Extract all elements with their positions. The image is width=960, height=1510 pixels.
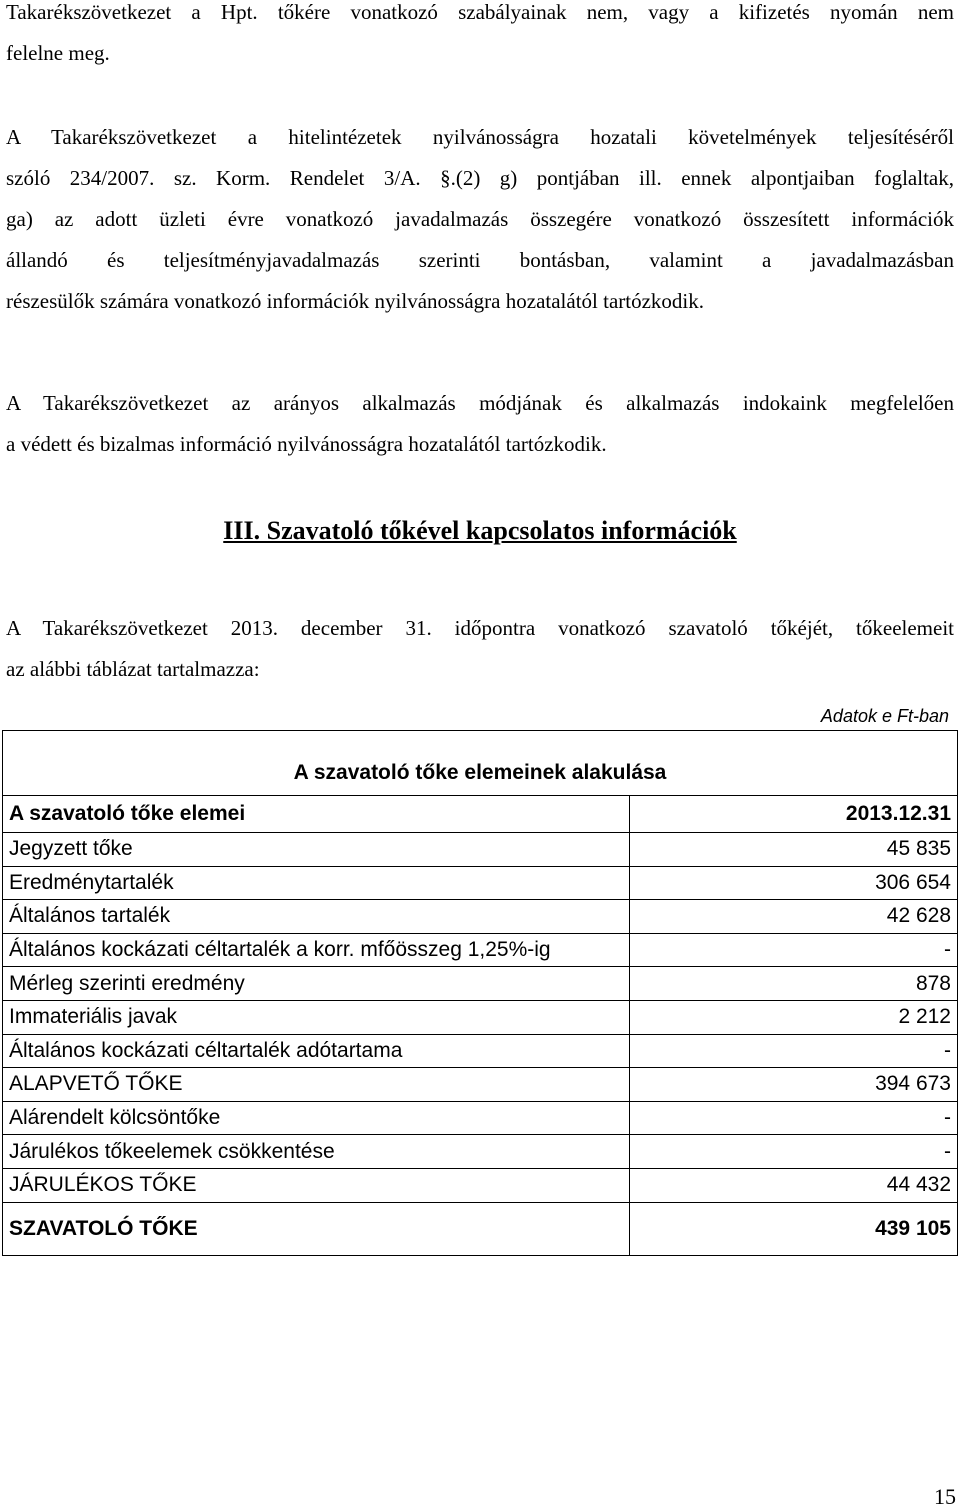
table-row — [3, 1135, 958, 1169]
table-title-row — [3, 731, 958, 796]
header-label: A szavatoló tőke elemei — [3, 796, 630, 833]
row-label: Alárendelt kölcsöntőke — [3, 1101, 630, 1135]
row-label: Eredménytartalék — [3, 866, 630, 900]
text-line: ga) az adott üzleti évre vonatkozó javadalmazás összegére vonatkozó összesített információk — [6, 207, 954, 231]
text-line: A Takarékszövetkezet az arányos alkalmazás módjának és alkalmazás indokaink megfelelően — [6, 391, 954, 415]
row-label: Jegyzett tőke — [3, 833, 630, 867]
row-label: Általános kockázati céltartalék a korr. mfőösszeg 1,25%-ig — [3, 933, 630, 967]
table-row — [3, 866, 958, 900]
table-row — [3, 1101, 958, 1135]
table-header-row — [3, 796, 958, 833]
paragraph-proportionality — [6, 383, 954, 465]
row-value: - — [630, 933, 958, 967]
unit-note: Adatok e Ft-ban — [820, 706, 949, 726]
row-value: 2 212 — [630, 1000, 958, 1034]
table-row — [3, 933, 958, 967]
table-row — [3, 1068, 958, 1102]
header-value: 2013.12.31 — [630, 796, 958, 833]
row-label: ALAPVETŐ TŐKE — [3, 1068, 630, 1102]
row-value: 45 835 — [630, 833, 958, 867]
text-line: az alábbi táblázat tartalmazza: — [6, 657, 260, 681]
table-row — [3, 1000, 958, 1034]
text-line: A Takarékszövetkezet a hitelintézetek nyilvánosságra hozatali követelmények teljesítéséről — [6, 125, 954, 149]
capital-table — [2, 730, 958, 1256]
table-row — [3, 967, 958, 1001]
row-value: - — [630, 1101, 958, 1135]
paragraph-remuneration — [6, 117, 954, 322]
text-line: a védett és bizalmas információ nyilvánosságra hozatalától tartózkodik. — [6, 432, 607, 456]
row-label: Mérleg szerinti eredmény — [3, 967, 630, 1001]
table-row — [3, 900, 958, 934]
text-line: Takarékszövetkezet a Hpt. tőkére vonatkozó szabályainak nem, vagy a kifizetés nyomán nem — [6, 0, 954, 24]
text-line: szóló 234/2007. sz. Korm. Rendelet 3/A. §.(2) g) pontjában ill. ennek alpontjaiban foglaltak, — [6, 166, 954, 190]
table-row — [3, 833, 958, 867]
row-label: Immateriális javak — [3, 1000, 630, 1034]
paragraph-table-intro — [6, 608, 954, 690]
page-number: 15 — [934, 1484, 956, 1509]
total-label: SZAVATOLÓ TŐKE — [3, 1202, 630, 1255]
row-value: 306 654 — [630, 866, 958, 900]
section-heading: III. Szavatoló tőkével kapcsolatos információk — [223, 516, 737, 545]
total-value: 439 105 — [630, 1202, 958, 1255]
text-line: részesülők számára vonatkozó információk nyilvánosságra hozatalától tartózkodik. — [6, 289, 705, 313]
paragraph-intro — [6, 0, 954, 74]
table-title: A szavatoló tőke elemeinek alakulása — [3, 731, 958, 796]
row-value: 44 432 — [630, 1168, 958, 1202]
row-label: JÁRULÉKOS TŐKE — [3, 1168, 630, 1202]
row-value: 42 628 — [630, 900, 958, 934]
text-line: felelne meg. — [6, 41, 110, 65]
row-label: Járulékos tőkeelemek csökkentése — [3, 1135, 630, 1169]
row-label: Általános tartalék — [3, 900, 630, 934]
row-value: 878 — [630, 967, 958, 1001]
table-row — [3, 1168, 958, 1202]
text-line: állandó és teljesítményjavadalmazás szerinti bontásban, valamint a javadalmazásban — [6, 248, 954, 272]
row-value: 394 673 — [630, 1068, 958, 1102]
text-line: A Takarékszövetkezet 2013. december 31. időpontra vonatkozó szavatoló tőkéjét, tőkeelemeit — [6, 616, 954, 640]
row-value: - — [630, 1034, 958, 1068]
table-row — [3, 1034, 958, 1068]
table-total-row — [3, 1202, 958, 1255]
row-label: Általános kockázati céltartalék adótartama — [3, 1034, 630, 1068]
row-value: - — [630, 1135, 958, 1169]
